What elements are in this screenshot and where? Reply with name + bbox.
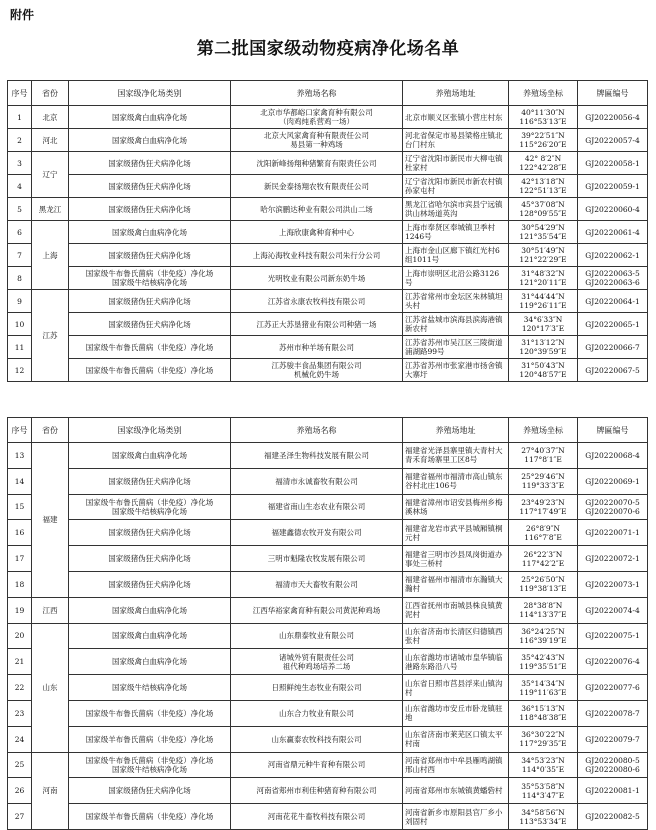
row-category: 国家级牛结核病净化场 (69, 675, 231, 701)
row-coordinate: 26°22′3″N 117°42′2″E (509, 546, 578, 572)
row-address: 北京市顺义区张镇小营庄村东 (403, 106, 509, 129)
row-plaque-code: GJ20220072-1 (578, 546, 648, 572)
row-plaque-code: GJ20220081-1 (578, 778, 648, 804)
annex-label: 附件 (10, 8, 35, 22)
col-farm: 养殖场名称 (231, 81, 403, 106)
row-province: 河北 (32, 129, 69, 152)
row-category: 国家级牛布鲁氏菌病（非免疫）净化场 国家级牛结核病净化场 (69, 267, 231, 290)
col-address: 养殖场地址 (403, 81, 509, 106)
row-coordinate: 40°11′30″N 116°53′13″E (509, 106, 578, 129)
row-coordinate: 31°50′43″N 120°48′57″E (509, 359, 578, 382)
row-category: 国家级牛布鲁氏菌病（非免疫）净化场 (69, 700, 231, 726)
page-title: 第二批国家级动物疫病净化场名单 (196, 39, 460, 59)
row-plaque-code: GJ20220071-1 (578, 520, 648, 546)
table-row (8, 649, 648, 675)
row-coordinate: 28°38′8″N 114°13′37″E (509, 597, 578, 623)
table-row (8, 267, 648, 290)
row-farm-name: 福建省南山生态农业有限公司 (231, 494, 403, 520)
row-farm-name: 江西华裕家禽育种有限公司黄泥种鸡场 (231, 597, 403, 623)
row-farm-name: 苏州市种羊场有限公司 (231, 336, 403, 359)
table-row (8, 129, 648, 152)
row-number: 25 (8, 752, 32, 778)
table-row (8, 520, 648, 546)
row-coordinate: 30°54′29″N 121°35′54″E (509, 221, 578, 244)
row-plaque-code: GJ20220066-7 (578, 336, 648, 359)
row-address: 福建省福州市福清市东瀚镇大瀚村 (403, 571, 509, 597)
row-category: 国家级牛布鲁氏菌病（非免疫）净化场 国家级牛结核病净化场 (69, 494, 231, 520)
row-number: 13 (8, 443, 32, 469)
row-address: 河北省保定市易县梁格庄镇北台门村东 (403, 129, 509, 152)
col-farm: 养殖场名称 (231, 418, 403, 443)
row-farm-name: 三明市魁隆农牧发展有限公司 (231, 546, 403, 572)
table-row (8, 778, 648, 804)
row-farm-name: 山东合力牧业有限公司 (231, 700, 403, 726)
row-coordinate: 27°40′37″N 117°8′1″E (509, 443, 578, 469)
row-address: 福建省福州市福清市高山镇东谷村北庄106号 (403, 468, 509, 494)
row-farm-name: 北京大风家禽育种有限责任公司 易县第一种鸡场 (231, 129, 403, 152)
row-plaque-code: GJ20220070-5 GJ20220070-6 (578, 494, 648, 520)
row-number: 16 (8, 520, 32, 546)
table-row (8, 804, 648, 830)
row-number: 20 (8, 623, 32, 649)
row-address: 上海市金山区廊下镇红光村6组1011号 (403, 244, 509, 267)
row-province: 北京 (32, 106, 69, 129)
row-farm-name: 诸城外贸有限责任公司 祖代种鸡场培养二场 (231, 649, 403, 675)
row-province: 上海 (32, 221, 69, 290)
table-row (8, 198, 648, 221)
row-plaque-code: GJ20220068-4 (578, 443, 648, 469)
row-address: 福建省光泽县寨里镇大青村大青禾育场寨里工区8号 (403, 443, 509, 469)
row-number: 26 (8, 778, 32, 804)
row-province: 黑龙江 (32, 198, 69, 221)
row-address: 河南省郑州市中牟县雁鸣湖镇邢山村西 (403, 752, 509, 778)
row-province: 福建 (32, 443, 69, 598)
row-plaque-code: GJ20220058-1 (578, 152, 648, 175)
row-category: 国家级禽白血病净化场 (69, 221, 231, 244)
col-plaque: 牌匾编号 (578, 418, 648, 443)
row-plaque-code: GJ20220080-5 GJ20220080-6 (578, 752, 648, 778)
row-farm-name: 新民金泰扬翔农牧有限责任公司 (231, 175, 403, 198)
row-coordinate: 23°49′23″N 117°17′49″E (509, 494, 578, 520)
row-address: 河南省新乡市原阳县官厂乡小刘固村 (403, 804, 509, 830)
row-coordinate: 34°58′56″N 113°53′34″E (509, 804, 578, 830)
row-plaque-code: GJ20220062-1 (578, 244, 648, 267)
row-category: 国家级禽白血病净化场 (69, 597, 231, 623)
col-address: 养殖场地址 (403, 418, 509, 443)
row-number: 3 (8, 152, 32, 175)
row-address: 河南省郑州市东城镇黄蟠砦村 (403, 778, 509, 804)
row-farm-name: 沈阳新峰扬翔种猪繁育有限责任公司 (231, 152, 403, 175)
row-address: 福建省龙岩市武平县城厢镇桐元村 (403, 520, 509, 546)
facility-table-part-2 (7, 417, 648, 830)
col-no: 序号 (8, 81, 32, 106)
row-number: 10 (8, 313, 32, 336)
row-coordinate: 34°6′33″N 120°17′3″E (509, 313, 578, 336)
table-row (8, 752, 648, 778)
row-plaque-code: GJ20220076-4 (578, 649, 648, 675)
facility-table-part-1 (7, 80, 648, 382)
table-row (8, 152, 648, 175)
row-province: 江西 (32, 597, 69, 623)
row-farm-name: 福清市永诚畜牧有限公司 (231, 468, 403, 494)
row-category: 国家级猪伪狂犬病净化场 (69, 152, 231, 175)
row-plaque-code: GJ20220059-1 (578, 175, 648, 198)
row-address: 黑龙江省哈尔滨市宾县宁远镇洪山林场道英沟 (403, 198, 509, 221)
row-province: 辽宁 (32, 152, 69, 198)
row-coordinate: 42°13′18″N 122°51′13″E (509, 175, 578, 198)
row-category: 国家级猪伪狂犬病净化场 (69, 313, 231, 336)
table-row (8, 675, 648, 701)
row-farm-name: 光明牧业有限公司新东奶牛场 (231, 267, 403, 290)
row-farm-name: 日照鲜纯生态牧业有限公司 (231, 675, 403, 701)
table-row (8, 494, 648, 520)
row-province: 山东 (32, 623, 69, 752)
row-farm-name: 福建圣泽生物科技发展有限公司 (231, 443, 403, 469)
row-farm-name: 福清市天大畜牧有限公司 (231, 571, 403, 597)
row-number: 8 (8, 267, 32, 290)
row-farm-name: 江苏省永康农牧科技有限公司 (231, 290, 403, 313)
row-address: 辽宁省沈阳市新民市大柳屯镇杜家村 (403, 152, 509, 175)
row-farm-name: 山东赢泰农牧科技有限公司 (231, 726, 403, 752)
table-row (8, 623, 648, 649)
table-row (8, 359, 648, 382)
row-number: 4 (8, 175, 32, 198)
table-row (8, 726, 648, 752)
row-coordinate: 31°48′32″N 121°20′11″E (509, 267, 578, 290)
row-plaque-code: GJ20220061-4 (578, 221, 648, 244)
row-coordinate: 35°42′43″N 119°35′51″E (509, 649, 578, 675)
row-category: 国家级猪伪狂犬病净化场 (69, 546, 231, 572)
row-address: 江苏省苏州市张家港市扬舍镇大寨圩 (403, 359, 509, 382)
row-address: 江苏省常州市金坛区朱林镇坦头村 (403, 290, 509, 313)
row-farm-name: 河南花花牛畜牧科技有限公司 (231, 804, 403, 830)
row-farm-name: 河南省鼎元种牛育种有限公司 (231, 752, 403, 778)
row-number: 19 (8, 597, 32, 623)
table-row (8, 313, 648, 336)
table-header (8, 81, 648, 106)
col-no: 序号 (8, 418, 32, 443)
table-header (8, 418, 648, 443)
table-row (8, 571, 648, 597)
row-address: 上海市奉贤区奉城镇卫季村1246号 (403, 221, 509, 244)
table-row (8, 443, 648, 469)
table-row (8, 175, 648, 198)
row-address: 江苏省苏州市吴江区三陵街道浦湖路99号 (403, 336, 509, 359)
row-plaque-code: GJ20220069-1 (578, 468, 648, 494)
row-number: 17 (8, 546, 32, 572)
row-coordinate: 35°14′34″N 119°11′63″E (509, 675, 578, 701)
row-coordinate: 31°44′44″N 119°26′11″E (509, 290, 578, 313)
col-coord: 养殖场坐标 (509, 418, 578, 443)
row-coordinate: 45°37′08″N 128°09′55″E (509, 198, 578, 221)
row-number: 21 (8, 649, 32, 675)
row-plaque-code: GJ20220075-1 (578, 623, 648, 649)
row-category: 国家级猪伪狂犬病净化场 (69, 290, 231, 313)
row-address: 山东省潍坊市诸城市皇华镇临港路东路沿八号 (403, 649, 509, 675)
row-category: 国家级猪伪狂犬病净化场 (69, 244, 231, 267)
row-category: 国家级猪伪狂犬病净化场 (69, 198, 231, 221)
row-category: 国家级猪伪狂犬病净化场 (69, 175, 231, 198)
row-plaque-code: GJ20220078-7 (578, 700, 648, 726)
table-row (8, 290, 648, 313)
row-plaque-code: GJ20220077-6 (578, 675, 648, 701)
row-coordinate: 34°53′23″N 114°0′35″E (509, 752, 578, 778)
col-category: 国家级净化场类别 (69, 81, 231, 106)
row-coordinate: 36°24′25″N 116°39′19″E (509, 623, 578, 649)
col-category: 国家级净化场类别 (69, 418, 231, 443)
col-province: 省份 (32, 418, 69, 443)
row-number: 22 (8, 675, 32, 701)
row-plaque-code: GJ20220064-1 (578, 290, 648, 313)
col-province: 省份 (32, 81, 69, 106)
row-plaque-code: GJ20220063-5 GJ20220063-6 (578, 267, 648, 290)
row-plaque-code: GJ20220056-4 (578, 106, 648, 129)
row-plaque-code: GJ20220067-5 (578, 359, 648, 382)
row-number: 15 (8, 494, 32, 520)
col-plaque: 牌匾编号 (578, 81, 648, 106)
row-coordinate: 36°30′22″N 117°29′35″E (509, 726, 578, 752)
table-row (8, 468, 648, 494)
row-plaque-code: GJ20220074-4 (578, 597, 648, 623)
row-number: 7 (8, 244, 32, 267)
row-address: 山东省潍坊市安丘市卧龙镇驻地 (403, 700, 509, 726)
row-number: 6 (8, 221, 32, 244)
row-number: 11 (8, 336, 32, 359)
row-address: 福建省漳州市诏安县梅州乡梅溪林场 (403, 494, 509, 520)
table-row (8, 597, 648, 623)
row-category: 国家级羊布鲁氏菌病（非免疫）净化场 (69, 804, 231, 830)
row-coordinate: 39°22′51″N 115°26′20″E (509, 129, 578, 152)
row-category: 国家级猪伪狂犬病净化场 (69, 571, 231, 597)
row-address: 山东省济南市长清区归德镇西张村 (403, 623, 509, 649)
table-row (8, 546, 648, 572)
row-number: 23 (8, 700, 32, 726)
row-address: 江苏省盐城市滨海县滨海港镇新农村 (403, 313, 509, 336)
row-number: 14 (8, 468, 32, 494)
table-row (8, 221, 648, 244)
table-row (8, 244, 648, 267)
row-number: 9 (8, 290, 32, 313)
row-category: 国家级牛布鲁氏菌病（非免疫）净化场 国家级牛结核病净化场 (69, 752, 231, 778)
row-category: 国家级猪伪狂犬病净化场 (69, 520, 231, 546)
row-farm-name: 福建鑫德农牧开发有限公司 (231, 520, 403, 546)
row-number: 12 (8, 359, 32, 382)
row-farm-name: 江苏骏丰食品集团有限公司 机械化奶牛场 (231, 359, 403, 382)
row-coordinate: 25°29′46″N 119°33′3″E (509, 468, 578, 494)
table-row (8, 700, 648, 726)
row-coordinate: 25°26′50″N 119°38′13″E (509, 571, 578, 597)
row-address: 山东省日照市莒县浮来山镇沟村 (403, 675, 509, 701)
row-farm-name: 上海沁海牧业科技有限公司朱行分公司 (231, 244, 403, 267)
row-province: 江苏 (32, 290, 69, 382)
row-plaque-code: GJ20220065-1 (578, 313, 648, 336)
row-farm-name: 北京市华都峪口家禽育种有限公司 （肉鸡纯系营鸡一场） (231, 106, 403, 129)
row-category: 国家级禽白血病净化场 (69, 443, 231, 469)
row-number: 18 (8, 571, 32, 597)
row-coordinate: 35°53′58″N 114°3′47″E (509, 778, 578, 804)
row-category: 国家级羊布鲁氏菌病（非免疫）净化场 (69, 726, 231, 752)
row-province: 河南 (32, 752, 69, 829)
row-plaque-code: GJ20220082-5 (578, 804, 648, 830)
row-farm-name: 山东鼎泰牧业有限公司 (231, 623, 403, 649)
row-coordinate: 30°51′49″N 121°22′29″E (509, 244, 578, 267)
row-plaque-code: GJ20220079-7 (578, 726, 648, 752)
row-category: 国家级禽白血病净化场 (69, 129, 231, 152)
row-category: 国家级禽白血病净化场 (69, 106, 231, 129)
row-address: 辽宁省沈阳市新民市新农村镇孙家屯村 (403, 175, 509, 198)
row-category: 国家级牛布鲁氏菌病（非免疫）净化场 (69, 336, 231, 359)
row-category: 国家级禽白血病净化场 (69, 623, 231, 649)
row-address: 江西省抚州市南城县株良镇黄泥村 (403, 597, 509, 623)
row-category: 国家级猪伪狂犬病净化场 (69, 468, 231, 494)
row-number: 2 (8, 129, 32, 152)
row-number: 27 (8, 804, 32, 830)
row-coordinate: 26°8′9″N 116°7′8″E (509, 520, 578, 546)
row-category: 国家级牛布鲁氏菌病（非免疫）净化场 (69, 359, 231, 382)
row-number: 24 (8, 726, 32, 752)
table-row (8, 106, 648, 129)
row-address: 福建省三明市沙县凤岗街道办事处三桥村 (403, 546, 509, 572)
row-category: 国家级禽白血病净化场 (69, 649, 231, 675)
row-number: 5 (8, 198, 32, 221)
row-number: 1 (8, 106, 32, 129)
row-coordinate: 36°15′13″N 118°48′38″E (509, 700, 578, 726)
table-body (8, 443, 648, 830)
table-body (8, 106, 648, 382)
row-coordinate: 31°13′12″N 120°39′59″E (509, 336, 578, 359)
row-plaque-code: GJ20220073-1 (578, 571, 648, 597)
row-category: 国家级猪伪狂犬病净化场 (69, 778, 231, 804)
table-row (8, 336, 648, 359)
row-coordinate: 42° 8′2″N 122°42′28″E (509, 152, 578, 175)
row-address: 山东省济南市莱芜区口镇太平村南 (403, 726, 509, 752)
row-farm-name: 江苏正大苏垦猪业有限公司种猪一场 (231, 313, 403, 336)
row-farm-name: 哈尔滨鹏达种业有限公司洪山二场 (231, 198, 403, 221)
row-plaque-code: GJ20220060-4 (578, 198, 648, 221)
row-plaque-code: GJ20220057-4 (578, 129, 648, 152)
row-farm-name: 河南省郏州市利佳种猪育种有限公司 (231, 778, 403, 804)
col-coord: 养殖场坐标 (509, 81, 578, 106)
row-farm-name: 上海欣康禽种育种中心 (231, 221, 403, 244)
row-address: 上海市崇明区北沿公路3126号 (403, 267, 509, 290)
